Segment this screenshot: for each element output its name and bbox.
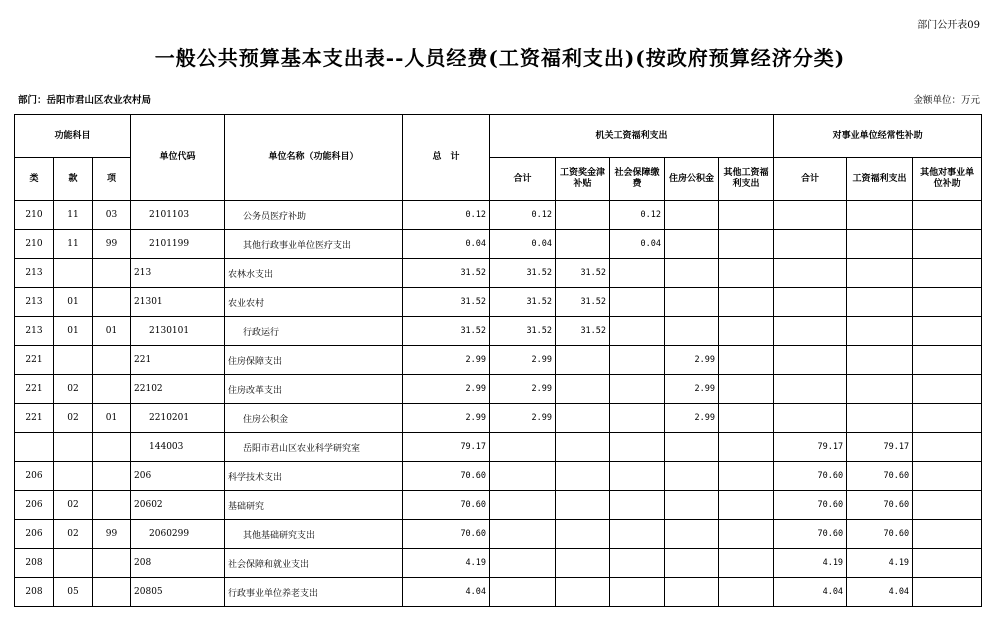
cell-xiang: 99 (93, 230, 131, 259)
cell-pub-wage (847, 317, 913, 346)
header-xiang: 项 (93, 158, 131, 201)
cell-unit-code: 2130101 (131, 317, 225, 346)
cell-pub-wage: 79.17 (847, 433, 913, 462)
cell-unit-name: 农业农村 (225, 288, 403, 317)
cell-social-security (610, 462, 665, 491)
cell-housing-fund (665, 433, 719, 462)
cell-housing-fund: 2.99 (665, 404, 719, 433)
table-row (15, 288, 982, 317)
cell-unit-name: 行政事业单位养老支出 (225, 578, 403, 607)
cell-pub-other (913, 578, 982, 607)
cell-total: 0.12 (403, 201, 490, 230)
header-other-wage: 其他工资福利支出 (719, 158, 774, 201)
cell-total: 0.04 (403, 230, 490, 259)
table-row (15, 549, 982, 578)
cell-wage-bonus (556, 404, 610, 433)
cell-pub-total (774, 288, 847, 317)
cell-unit-name: 行政运行 (225, 317, 403, 346)
cell-total: 79.17 (403, 433, 490, 462)
cell-kuan (54, 259, 93, 288)
cell-unit-code: 213 (131, 259, 225, 288)
cell-lei: 213 (15, 317, 54, 346)
cell-pub-other (913, 201, 982, 230)
cell-pub-total: 4.19 (774, 549, 847, 578)
cell-org-total: 0.04 (490, 230, 556, 259)
cell-lei: 206 (15, 462, 54, 491)
cell-unit-name: 其他基础研究支出 (225, 520, 403, 549)
cell-pub-total: 70.60 (774, 491, 847, 520)
cell-total: 70.60 (403, 462, 490, 491)
cell-org-total: 31.52 (490, 317, 556, 346)
cell-total: 31.52 (403, 317, 490, 346)
cell-pub-total (774, 259, 847, 288)
cell-lei: 206 (15, 491, 54, 520)
cell-lei: 221 (15, 375, 54, 404)
cell-total: 2.99 (403, 375, 490, 404)
table-body (15, 201, 982, 607)
header-pub-total: 合计 (774, 158, 847, 201)
header-lei: 类 (15, 158, 54, 201)
cell-pub-total (774, 230, 847, 259)
cell-other-wage (719, 578, 774, 607)
cell-lei: 221 (15, 404, 54, 433)
cell-housing-fund (665, 259, 719, 288)
cell-housing-fund (665, 491, 719, 520)
cell-lei: 208 (15, 578, 54, 607)
cell-other-wage (719, 346, 774, 375)
cell-social-security (610, 375, 665, 404)
cell-other-wage (719, 404, 774, 433)
cell-org-total (490, 491, 556, 520)
cell-pub-wage (847, 201, 913, 230)
cell-unit-name: 社会保障和就业支出 (225, 549, 403, 578)
table-row (15, 375, 982, 404)
cell-housing-fund (665, 578, 719, 607)
cell-wage-bonus: 31.52 (556, 317, 610, 346)
budget-table (14, 114, 982, 607)
header-pub-wage: 工资福利支出 (847, 158, 913, 201)
unit-label: 金额单位：万元 (913, 95, 980, 106)
cell-lei: 208 (15, 549, 54, 578)
cell-other-wage (719, 462, 774, 491)
cell-pub-wage: 70.60 (847, 520, 913, 549)
cell-xiang: 01 (93, 317, 131, 346)
cell-unit-code: 2060299 (131, 520, 225, 549)
cell-xiang (93, 462, 131, 491)
cell-pub-wage (847, 259, 913, 288)
cell-pub-total: 70.60 (774, 520, 847, 549)
cell-pub-wage: 4.19 (847, 549, 913, 578)
cell-other-wage (719, 491, 774, 520)
cell-housing-fund (665, 230, 719, 259)
cell-other-wage (719, 375, 774, 404)
cell-kuan (54, 433, 93, 462)
cell-unit-code: 2101103 (131, 201, 225, 230)
cell-housing-fund (665, 462, 719, 491)
cell-social-security: 0.04 (610, 230, 665, 259)
cell-pub-wage: 70.60 (847, 491, 913, 520)
cell-unit-name: 科学技术支出 (225, 462, 403, 491)
cell-social-security (610, 404, 665, 433)
cell-pub-other (913, 259, 982, 288)
table-row (15, 259, 982, 288)
table-row (15, 578, 982, 607)
department-label: 部门：岳阳市君山区农业农村局 (18, 95, 152, 106)
cell-housing-fund (665, 288, 719, 317)
header-pub-group: 对事业单位经常性补助 (774, 115, 982, 158)
cell-kuan (54, 549, 93, 578)
cell-pub-total: 4.04 (774, 578, 847, 607)
table-row (15, 462, 982, 491)
cell-social-security (610, 549, 665, 578)
cell-total: 2.99 (403, 404, 490, 433)
cell-housing-fund: 2.99 (665, 346, 719, 375)
cell-lei (15, 433, 54, 462)
cell-lei: 213 (15, 259, 54, 288)
cell-kuan: 02 (54, 404, 93, 433)
cell-kuan (54, 462, 93, 491)
cell-pub-other (913, 404, 982, 433)
cell-wage-bonus (556, 578, 610, 607)
cell-xiang (93, 346, 131, 375)
cell-social-security (610, 346, 665, 375)
cell-total: 31.52 (403, 259, 490, 288)
header-func-subject: 功能科目 (15, 115, 131, 158)
cell-wage-bonus (556, 375, 610, 404)
cell-social-security (610, 578, 665, 607)
cell-xiang (93, 259, 131, 288)
cell-org-total: 2.99 (490, 404, 556, 433)
cell-wage-bonus: 31.52 (556, 259, 610, 288)
cell-pub-wage (847, 288, 913, 317)
cell-kuan: 11 (54, 201, 93, 230)
cell-pub-other (913, 288, 982, 317)
cell-org-total (490, 433, 556, 462)
cell-pub-other (913, 346, 982, 375)
cell-pub-other (913, 549, 982, 578)
cell-social-security: 0.12 (610, 201, 665, 230)
header-wage-bonus: 工资奖金津补贴 (556, 158, 610, 201)
cell-wage-bonus (556, 520, 610, 549)
cell-org-total: 2.99 (490, 375, 556, 404)
cell-kuan: 02 (54, 375, 93, 404)
cell-org-total (490, 549, 556, 578)
table-row (15, 346, 982, 375)
cell-lei: 221 (15, 346, 54, 375)
cell-social-security (610, 259, 665, 288)
cell-pub-wage (847, 230, 913, 259)
cell-org-total (490, 578, 556, 607)
cell-housing-fund (665, 317, 719, 346)
cell-pub-wage: 70.60 (847, 462, 913, 491)
header-unit-code: 单位代码 (131, 115, 225, 201)
page-label: 部门公开表09 (917, 20, 980, 31)
cell-wage-bonus (556, 346, 610, 375)
cell-xiang (93, 433, 131, 462)
cell-org-total: 2.99 (490, 346, 556, 375)
cell-unit-code: 206 (131, 462, 225, 491)
cell-xiang (93, 288, 131, 317)
cell-unit-code: 221 (131, 346, 225, 375)
cell-pub-wage (847, 346, 913, 375)
cell-xiang (93, 375, 131, 404)
cell-social-security (610, 317, 665, 346)
table-row (15, 230, 982, 259)
cell-other-wage (719, 201, 774, 230)
cell-org-total (490, 520, 556, 549)
cell-wage-bonus (556, 462, 610, 491)
cell-social-security (610, 433, 665, 462)
cell-unit-name: 住房公积金 (225, 404, 403, 433)
cell-wage-bonus (556, 201, 610, 230)
cell-wage-bonus (556, 433, 610, 462)
table-row (15, 520, 982, 549)
cell-org-total (490, 462, 556, 491)
cell-unit-code: 21301 (131, 288, 225, 317)
cell-unit-code: 208 (131, 549, 225, 578)
cell-pub-other (913, 520, 982, 549)
cell-xiang (93, 549, 131, 578)
cell-unit-name: 农林水支出 (225, 259, 403, 288)
cell-pub-other (913, 375, 982, 404)
cell-kuan: 02 (54, 491, 93, 520)
cell-kuan (54, 346, 93, 375)
table-row (15, 404, 982, 433)
cell-kuan: 01 (54, 317, 93, 346)
cell-lei: 210 (15, 230, 54, 259)
cell-social-security (610, 491, 665, 520)
cell-pub-wage (847, 404, 913, 433)
cell-housing-fund (665, 549, 719, 578)
cell-total: 2.99 (403, 346, 490, 375)
cell-unit-name: 岳阳市君山区农业科学研究室 (225, 433, 403, 462)
cell-lei: 210 (15, 201, 54, 230)
header-social-security: 社会保障缴费 (610, 158, 665, 201)
cell-xiang (93, 578, 131, 607)
cell-xiang: 03 (93, 201, 131, 230)
cell-social-security (610, 520, 665, 549)
cell-pub-other (913, 462, 982, 491)
cell-wage-bonus (556, 230, 610, 259)
table-row (15, 201, 982, 230)
cell-pub-total (774, 404, 847, 433)
cell-org-total: 0.12 (490, 201, 556, 230)
cell-kuan: 05 (54, 578, 93, 607)
cell-total: 70.60 (403, 520, 490, 549)
cell-unit-code: 2101199 (131, 230, 225, 259)
cell-pub-total: 79.17 (774, 433, 847, 462)
cell-unit-code: 2210201 (131, 404, 225, 433)
cell-unit-name: 基础研究 (225, 491, 403, 520)
cell-kuan: 11 (54, 230, 93, 259)
cell-social-security (610, 288, 665, 317)
cell-pub-wage: 4.04 (847, 578, 913, 607)
header-org-group: 机关工资福利支出 (490, 115, 774, 158)
cell-total: 4.04 (403, 578, 490, 607)
cell-kuan: 01 (54, 288, 93, 317)
cell-other-wage (719, 230, 774, 259)
cell-total: 4.19 (403, 549, 490, 578)
cell-pub-other (913, 317, 982, 346)
cell-housing-fund (665, 201, 719, 230)
cell-pub-other (913, 491, 982, 520)
cell-unit-code: 144003 (131, 433, 225, 462)
cell-pub-total (774, 201, 847, 230)
cell-housing-fund: 2.99 (665, 375, 719, 404)
cell-other-wage (719, 259, 774, 288)
cell-pub-other (913, 433, 982, 462)
cell-xiang: 99 (93, 520, 131, 549)
cell-other-wage (719, 549, 774, 578)
cell-total: 70.60 (403, 491, 490, 520)
cell-pub-other (913, 230, 982, 259)
table-row (15, 491, 982, 520)
cell-wage-bonus: 31.52 (556, 288, 610, 317)
cell-pub-total (774, 346, 847, 375)
cell-other-wage (719, 317, 774, 346)
cell-unit-code: 22102 (131, 375, 225, 404)
header-unit-name: 单位名称（功能科目） (225, 115, 403, 201)
cell-org-total: 31.52 (490, 288, 556, 317)
cell-pub-total (774, 375, 847, 404)
table-row (15, 317, 982, 346)
cell-xiang (93, 491, 131, 520)
cell-org-total: 31.52 (490, 259, 556, 288)
cell-total: 31.52 (403, 288, 490, 317)
cell-lei: 213 (15, 288, 54, 317)
cell-housing-fund (665, 520, 719, 549)
cell-wage-bonus (556, 491, 610, 520)
cell-other-wage (719, 433, 774, 462)
cell-pub-wage (847, 375, 913, 404)
header-org-total: 合计 (490, 158, 556, 201)
cell-unit-name: 住房保障支出 (225, 346, 403, 375)
cell-other-wage (719, 288, 774, 317)
cell-pub-total (774, 317, 847, 346)
page-title: 一般公共预算基本支出表--人员经费(工资福利支出)(按政府预算经济分类) (154, 46, 846, 70)
cell-lei: 206 (15, 520, 54, 549)
cell-unit-code: 20805 (131, 578, 225, 607)
cell-unit-name: 住房改革支出 (225, 375, 403, 404)
cell-unit-name: 公务员医疗补助 (225, 201, 403, 230)
cell-wage-bonus (556, 549, 610, 578)
header-kuan: 款 (54, 158, 93, 201)
cell-pub-total: 70.60 (774, 462, 847, 491)
table-row (15, 433, 982, 462)
cell-xiang: 01 (93, 404, 131, 433)
header-housing-fund: 住房公积金 (665, 158, 719, 201)
cell-unit-code: 20602 (131, 491, 225, 520)
cell-kuan: 02 (54, 520, 93, 549)
cell-unit-name: 其他行政事业单位医疗支出 (225, 230, 403, 259)
cell-other-wage (719, 520, 774, 549)
header-total: 总 计 (403, 115, 490, 201)
header-pub-other: 其他对事业单位补助 (913, 158, 982, 201)
